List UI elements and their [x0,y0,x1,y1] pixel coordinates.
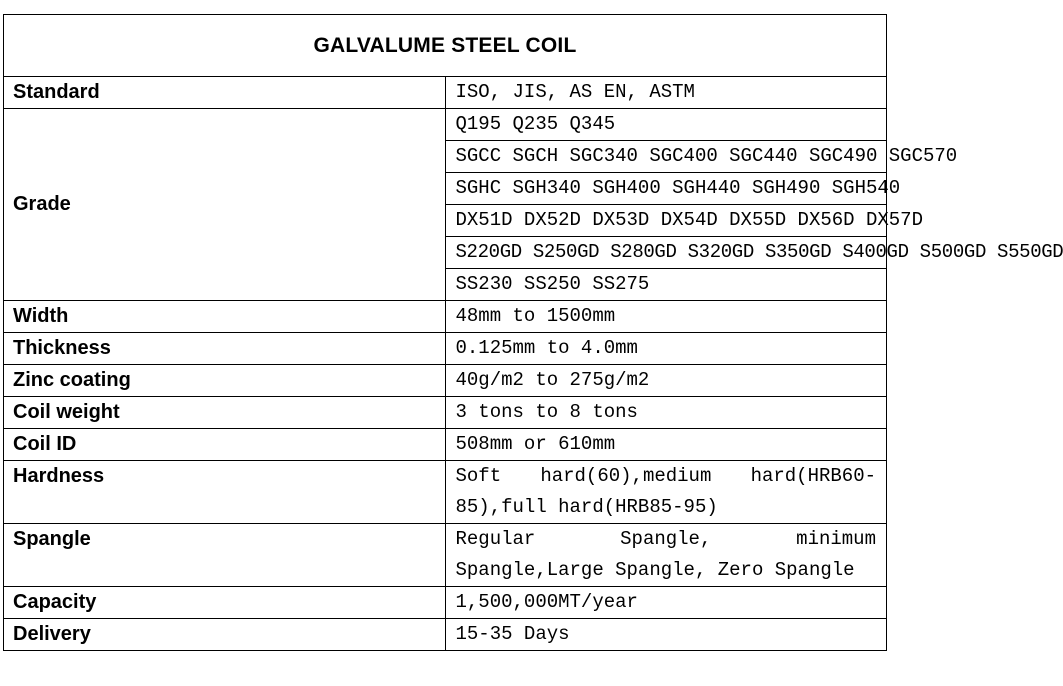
row-value-spangle: Regular Spangle, minimum Spangle,Large Spangle, Zero Spangle [445,524,887,587]
row-label-capacity: Capacity [4,587,446,619]
table-row-spangle [4,524,887,587]
table-row-thickness [4,333,887,365]
row-label-standard: Standard [4,77,446,109]
row-label-coil-id: Coil ID [4,429,446,461]
grade-value-2: SGCC SGCH SGC340 SGC400 SGC440 SGC490 SGC570 [445,141,887,173]
row-value-standard: ISO, JIS, AS EN, ASTM [445,77,887,109]
table-row-delivery [4,619,887,651]
table-row-hardness [4,461,887,524]
row-label-hardness: Hardness [4,461,446,524]
table-row-zinc-coating [4,365,887,397]
row-label-thickness: Thickness [4,333,446,365]
table-title: GALVALUME STEEL COIL [4,15,887,77]
row-label-zinc-coating: Zinc coating [4,365,446,397]
row-value-thickness: 0.125mm to 4.0mm [445,333,887,365]
row-value-zinc-coating: 40g/m2 to 275g/m2 [445,365,887,397]
row-value-coil-id: 508mm or 610mm [445,429,887,461]
table-row-coil-weight [4,397,887,429]
table-row-capacity [4,587,887,619]
row-label-delivery: Delivery [4,619,446,651]
grade-value-1: Q195 Q235 Q345 [445,109,887,141]
grade-value-4: DX51D DX52D DX53D DX54D DX55D DX56D DX57D [445,205,887,237]
table-row-coil-id [4,429,887,461]
grade-value-3: SGHC SGH340 SGH400 SGH440 SGH490 SGH540 [445,173,887,205]
row-value-capacity: 1,500,000MT/year [445,587,887,619]
row-value-width: 48mm to 1500mm [445,301,887,333]
row-label-width: Width [4,301,446,333]
row-label-spangle: Spangle [4,524,446,587]
table-row-grade [4,109,887,141]
row-value-delivery: 15-35 Days [445,619,887,651]
grade-value-5: S220GD S250GD S280GD S320GD S350GD S400GD S500GD S550GD [445,237,887,269]
table-row-width [4,301,887,333]
grade-value-6: SS230 SS250 SS275 [445,269,887,301]
row-value-hardness: Soft hard(60),medium hard(HRB60-85),full hard(HRB85-95) [445,461,887,524]
row-label-coil-weight: Coil weight [4,397,446,429]
row-label-grade: Grade [4,109,446,301]
table-row-standard [4,77,887,109]
row-value-coil-weight: 3 tons to 8 tons [445,397,887,429]
title-row [4,15,887,77]
specification-table [3,14,1063,651]
